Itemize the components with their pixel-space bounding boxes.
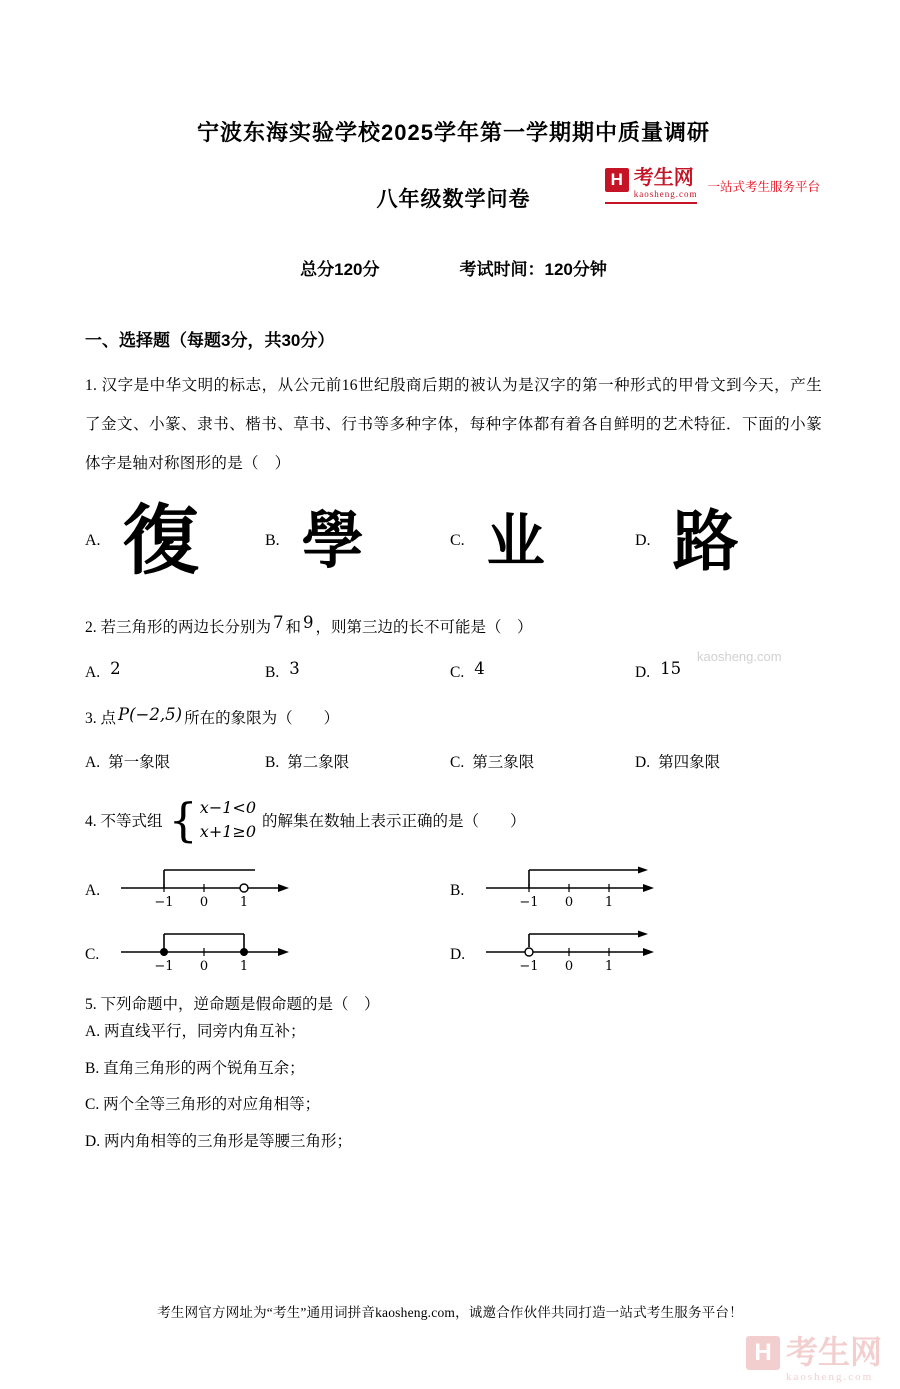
q1-option-a-label: A. bbox=[85, 532, 101, 550]
logo-domain-text: kaosheng.com bbox=[633, 189, 698, 199]
q3-option-b-value: 第二象限 bbox=[287, 754, 350, 772]
q3-text-post: 所在的象限为（ ） bbox=[184, 710, 340, 728]
axis-arrow bbox=[278, 948, 289, 956]
seal-script-image-c: 业 bbox=[486, 507, 545, 576]
tick-label-1: 1 bbox=[604, 959, 614, 975]
tick-label-0: 0 bbox=[199, 895, 209, 911]
inequality-1: x−1<0 bbox=[199, 798, 256, 818]
q3-text-pre: 3. 点 bbox=[85, 710, 117, 728]
q2-option-a bbox=[85, 659, 265, 682]
solid-dot-at-minus1 bbox=[161, 949, 168, 956]
kaosheng-logo-left bbox=[605, 168, 698, 204]
q4-diagram-row-2 bbox=[85, 922, 822, 974]
axis-arrow bbox=[278, 884, 289, 892]
q2-option-d-value: 15 bbox=[660, 659, 682, 679]
q2-option-b-value: 3 bbox=[289, 659, 300, 679]
exam-subtitle: 八年级数学问卷 bbox=[376, 188, 531, 211]
q1-option-a bbox=[85, 496, 265, 586]
q1-option-d-label: D. bbox=[635, 532, 651, 550]
q2-option-c-value: 4 bbox=[474, 659, 485, 679]
q4-text-pre: 4. 不等式组 bbox=[85, 813, 163, 831]
system-brace: { bbox=[168, 792, 198, 847]
q3-point-math: P(−2,5) bbox=[118, 704, 183, 724]
q2-option-a-label: A. bbox=[85, 664, 101, 682]
q1-option-c bbox=[450, 507, 635, 576]
numberline-a bbox=[119, 858, 294, 910]
q2-option-a-value: 2 bbox=[110, 659, 121, 679]
exam-title: 宁波东海实验学校2025学年第一学期期中质量调研 bbox=[197, 120, 710, 145]
q3-option-b-label: B. bbox=[265, 754, 280, 772]
q1-option-d bbox=[635, 502, 822, 581]
q4-diagram-row-1 bbox=[85, 858, 822, 910]
tick-label-1: 1 bbox=[604, 895, 614, 911]
watermark-brand: 考生网 bbox=[785, 1334, 882, 1370]
question-3-text bbox=[85, 706, 822, 728]
system-lines bbox=[200, 796, 256, 844]
watermark-logo-icon: H bbox=[746, 1336, 780, 1370]
q5-option-b: B. 直角三角形的两个锐角互余； bbox=[85, 1059, 305, 1077]
q5-option-d: D. 两内角相等的三角形是等腰三角形； bbox=[85, 1132, 352, 1150]
q2-number-2: 9 bbox=[303, 612, 314, 632]
question-5-options bbox=[85, 1014, 822, 1160]
question-2-options bbox=[85, 659, 822, 682]
seal-script-image-a: 復 bbox=[122, 496, 199, 586]
seal-script-image-d: 路 bbox=[672, 502, 739, 581]
q2-text-pre: 2. 若三角形的两边长分别为 bbox=[85, 619, 272, 637]
q3-option-a-value: 第一象限 bbox=[108, 754, 171, 772]
q2-option-d bbox=[635, 659, 822, 682]
q2-option-d-label: D. bbox=[635, 664, 651, 682]
total-score: 总分120分 bbox=[300, 260, 380, 279]
q1-option-b-label: B. bbox=[265, 532, 280, 550]
q2-option-b bbox=[265, 659, 450, 682]
question-5-text bbox=[85, 992, 822, 1014]
tick-label-0: 0 bbox=[564, 895, 574, 911]
axis-arrow bbox=[643, 884, 654, 892]
logo-brand-text: 考生网 bbox=[633, 167, 694, 189]
q3-option-d-value: 第四象限 bbox=[658, 754, 721, 772]
q4-text-post: 的解集在数轴上表示正确的是（ ） bbox=[262, 813, 526, 831]
q2-option-c-label: C. bbox=[450, 664, 465, 682]
tick-label-minus1: −1 bbox=[519, 959, 539, 975]
numberline-d bbox=[484, 922, 659, 974]
solid-dot-at-1 bbox=[241, 949, 248, 956]
corner-watermark-logo bbox=[746, 1336, 882, 1383]
q1-option-b bbox=[265, 504, 450, 578]
open-circle-at-1 bbox=[240, 884, 248, 892]
watermark-domain: kaosheng.com bbox=[785, 1371, 874, 1383]
question-4-text bbox=[85, 792, 822, 847]
kaosheng-logo-text bbox=[634, 168, 698, 199]
seal-script-image-b: 學 bbox=[301, 504, 364, 578]
solution-arrow bbox=[638, 867, 648, 874]
watermark-logo-text bbox=[786, 1336, 882, 1383]
kaosheng-logo-icon: H bbox=[605, 168, 629, 192]
q5-stem: 5. 下列命题中，逆命题是假命题的是（ ） bbox=[85, 996, 380, 1014]
axis-arrow bbox=[643, 948, 654, 956]
section-heading: 一、选择题（每题3分，共30分） bbox=[85, 331, 335, 350]
q1-option-c-label: C. bbox=[450, 532, 465, 550]
logo-tagline: 一站式考生服务平台 bbox=[707, 180, 820, 194]
q2-text-post: ，则第三边的长不可能是（ ） bbox=[315, 619, 533, 637]
q2-text-mid: 和 bbox=[285, 619, 302, 637]
q5-option-c: C. 两个全等三角形的对应角相等； bbox=[85, 1096, 321, 1114]
numberline-c bbox=[119, 922, 294, 974]
q4-option-d-label: D. bbox=[450, 946, 466, 964]
q2-number-1: 7 bbox=[273, 612, 284, 632]
mid-page-watermark: kaosheng.com bbox=[697, 649, 782, 664]
tick-label-minus1: −1 bbox=[154, 959, 174, 975]
q4-option-c-label: C. bbox=[85, 946, 100, 964]
question-3-options bbox=[85, 750, 822, 772]
q3-option-c bbox=[450, 750, 635, 772]
question-2-text bbox=[85, 612, 822, 637]
q3-option-c-value: 第三象限 bbox=[472, 754, 535, 772]
q5-option-a: A. 两直线平行，同旁内角互补； bbox=[85, 1023, 306, 1041]
tick-label-0: 0 bbox=[564, 959, 574, 975]
tick-label-minus1: −1 bbox=[154, 895, 174, 911]
q4-option-b-label: B. bbox=[450, 882, 465, 900]
tick-label-0: 0 bbox=[199, 959, 209, 975]
exam-duration: 考试时间：120分钟 bbox=[459, 260, 607, 279]
tick-label-1: 1 bbox=[239, 959, 249, 975]
q3-option-b bbox=[265, 750, 450, 772]
inequality-2: x+1≥0 bbox=[199, 822, 256, 842]
solution-arrow bbox=[638, 931, 648, 938]
q3-option-a bbox=[85, 750, 265, 772]
q3-option-d-label: D. bbox=[635, 754, 651, 772]
question-1-options bbox=[85, 491, 822, 591]
tick-label-1: 1 bbox=[239, 895, 249, 911]
kaosheng-logo bbox=[605, 168, 820, 204]
q4-option-a-label: A. bbox=[85, 882, 101, 900]
q3-option-d bbox=[635, 750, 822, 772]
tick-label-minus1: −1 bbox=[519, 895, 539, 911]
exam-page bbox=[0, 116, 900, 1383]
exam-meta bbox=[85, 255, 822, 280]
q3-option-c-label: C. bbox=[450, 754, 465, 772]
open-circle-at-minus1 bbox=[525, 948, 533, 956]
q2-option-b-label: B. bbox=[265, 664, 280, 682]
q2-option-c bbox=[450, 659, 635, 682]
question-1-text: 1. 汉字是中华文明的标志，从公元前16世纪殷商后期的被认为是汉字的第一种形式的甲骨文到今天，产生了金文、小篆、隶书、楷书、草书、行书等多种字体，每种字体都有着各自鲜明的艺术特征．下面的小篆体字是轴对称图形的是（ ） bbox=[85, 377, 822, 472]
q4-inequality-system bbox=[168, 792, 256, 847]
q3-option-a-label: A. bbox=[85, 754, 101, 772]
page-footer: 考生网官方网址为“考生”通用词拼音kaosheng.com，诚邀合作伙伴共同打造一站式考生服务平台！ bbox=[157, 1305, 743, 1320]
numberline-b bbox=[484, 858, 659, 910]
